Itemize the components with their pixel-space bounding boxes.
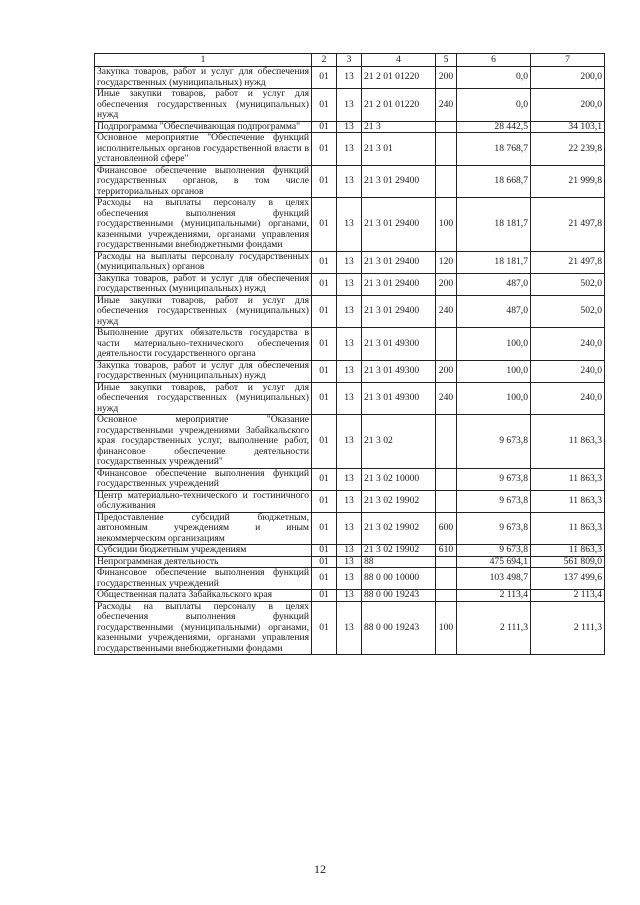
cell-subsection: 13: [337, 121, 362, 133]
cell-target-article: 21 3 01 49300: [362, 382, 436, 415]
row-name: Субсидии бюджетным учреждениям: [95, 545, 312, 557]
cell-subsection: 13: [337, 89, 362, 122]
cell-amount-col6: 9 673,8: [457, 490, 531, 512]
table-row: [95, 67, 605, 89]
cell-section: 01: [312, 165, 337, 198]
cell-subsection: 13: [337, 568, 362, 590]
cell-amount-col7: 502,0: [531, 273, 605, 295]
cell-target-article: 21 3 01 29400: [362, 165, 436, 198]
cell-target-article: 88 0 00 10000: [362, 568, 436, 590]
cell-target-article: 21 3 01 29400: [362, 273, 436, 295]
cell-section: 01: [312, 198, 337, 252]
cell-subsection: 13: [337, 382, 362, 415]
cell-section: 01: [312, 601, 337, 655]
table-row: [95, 382, 605, 415]
cell-amount-col6: 18 181,7: [457, 198, 531, 252]
cell-expense-type: [436, 468, 457, 490]
cell-amount-col6: 9 673,8: [457, 545, 531, 557]
cell-expense-type: [436, 165, 457, 198]
cell-section: 01: [312, 133, 337, 166]
cell-section: 01: [312, 295, 337, 328]
row-name: Основное мероприятие "Обеспечение функций исполнительных органов государственной власти в установленной сфере": [95, 133, 312, 166]
cell-amount-col6: 18 181,7: [457, 251, 531, 273]
col-header-7: 7: [531, 54, 605, 67]
table-row: [95, 89, 605, 122]
cell-section: 01: [312, 512, 337, 545]
cell-amount-col6: 487,0: [457, 273, 531, 295]
cell-section: 01: [312, 556, 337, 568]
cell-expense-type: 240: [436, 382, 457, 415]
cell-expense-type: [436, 121, 457, 133]
col-header-4: 4: [362, 54, 436, 67]
row-name: Финансовое обеспечение выполнения функций государственных органов, в том числе территориальных органов: [95, 165, 312, 198]
row-name: Иные закупки товаров, работ и услуг для обеспечения государственных (муниципальных) нужд: [95, 89, 312, 122]
cell-amount-col7: 502,0: [531, 295, 605, 328]
cell-expense-type: [436, 556, 457, 568]
row-name: Предоставление субсидий бюджетным, автономным учреждениям и иным некоммерческим организациям: [95, 512, 312, 545]
table-row: [95, 601, 605, 655]
cell-amount-col6: 9 673,8: [457, 468, 531, 490]
cell-target-article: 88: [362, 556, 436, 568]
table-header-row: [95, 54, 605, 67]
cell-amount-col6: 0,0: [457, 89, 531, 122]
cell-expense-type: 200: [436, 273, 457, 295]
cell-section: 01: [312, 568, 337, 590]
cell-amount-col7: 240,0: [531, 360, 605, 382]
cell-amount-col6: 2 111,3: [457, 601, 531, 655]
col-header-3: 3: [337, 54, 362, 67]
cell-subsection: 13: [337, 360, 362, 382]
cell-section: 01: [312, 468, 337, 490]
col-header-1: 1: [95, 54, 312, 67]
cell-section: 01: [312, 490, 337, 512]
cell-amount-col6: 100,0: [457, 360, 531, 382]
table-row: [95, 328, 605, 361]
cell-amount-col6: 2 113,4: [457, 590, 531, 602]
cell-expense-type: [436, 590, 457, 602]
cell-amount-col7: 240,0: [531, 382, 605, 415]
cell-expense-type: [436, 133, 457, 166]
cell-amount-col7: 22 239,8: [531, 133, 605, 166]
cell-subsection: 13: [337, 67, 362, 89]
row-name: Выполнение других обязательств государства в части материально-технического обеспечения деятельности государственного органа: [95, 328, 312, 361]
cell-subsection: 13: [337, 165, 362, 198]
cell-section: 01: [312, 67, 337, 89]
table-row: [95, 295, 605, 328]
cell-section: 01: [312, 545, 337, 557]
cell-subsection: 13: [337, 590, 362, 602]
table-row: [95, 490, 605, 512]
cell-target-article: 21 2 01 01220: [362, 67, 436, 89]
cell-expense-type: 200: [436, 360, 457, 382]
cell-amount-col6: 100,0: [457, 328, 531, 361]
row-name: Расходы на выплаты персоналу в целях обеспечения выполнения функций государственными (муниципальными) органами, казенными учреждениями, органами управления государственными внебюджетными фондами: [95, 601, 312, 655]
cell-target-article: 21 3 02 19902: [362, 545, 436, 557]
table-row: [95, 468, 605, 490]
row-name: Финансовое обеспечение выполнения функций государственных учреждений: [95, 568, 312, 590]
cell-section: 01: [312, 328, 337, 361]
cell-target-article: 21 3 02: [362, 415, 436, 469]
row-name: Центр материально-технического и гостиничного обслуживания: [95, 490, 312, 512]
cell-target-article: 21 3 01 29400: [362, 198, 436, 252]
cell-expense-type: 100: [436, 198, 457, 252]
row-name: Закупка товаров, работ и услуг для обеспечения государственных (муниципальных) нужд: [95, 273, 312, 295]
cell-expense-type: [436, 568, 457, 590]
table-row: [95, 556, 605, 568]
row-name: Закупка товаров, работ и услуг для обеспечения государственных (муниципальных) нужд: [95, 360, 312, 382]
row-name: Расходы на выплаты персоналу государственных (муниципальных) органов: [95, 251, 312, 273]
cell-subsection: 13: [337, 512, 362, 545]
cell-amount-col7: 11 863,3: [531, 415, 605, 469]
row-name: Закупка товаров, работ и услуг для обеспечения государственных (муниципальных) нужд: [95, 67, 312, 89]
cell-expense-type: 240: [436, 295, 457, 328]
cell-amount-col7: 11 863,3: [531, 545, 605, 557]
table-row: [95, 512, 605, 545]
cell-amount-col7: 11 863,3: [531, 468, 605, 490]
cell-target-article: 21 3 02 10000: [362, 468, 436, 490]
row-name: Подпрограмма "Обеспечивающая подпрограмма": [95, 121, 312, 133]
cell-expense-type: 600: [436, 512, 457, 545]
cell-subsection: 13: [337, 545, 362, 557]
cell-target-article: 21 3 01 29400: [362, 295, 436, 328]
cell-amount-col6: 18 768,7: [457, 133, 531, 166]
cell-section: 01: [312, 415, 337, 469]
cell-amount-col7: 2 113,4: [531, 590, 605, 602]
cell-amount-col6: 103 498,7: [457, 568, 531, 590]
table-body: [95, 67, 605, 655]
cell-subsection: 13: [337, 415, 362, 469]
cell-amount-col6: 487,0: [457, 295, 531, 328]
cell-subsection: 13: [337, 251, 362, 273]
cell-amount-col7: 34 103,1: [531, 121, 605, 133]
row-name: Расходы на выплаты персоналу в целях обеспечения выполнения функций государственными (муниципальными) органами, казенными учреждениями, органами управления государственными внебюджетными фондами: [95, 198, 312, 252]
row-name: Иные закупки товаров, работ и услуг для обеспечения государственных (муниципальных) нужд: [95, 382, 312, 415]
cell-expense-type: [436, 415, 457, 469]
col-header-6: 6: [457, 54, 531, 67]
cell-amount-col6: 0,0: [457, 67, 531, 89]
cell-amount-col6: 18 668,7: [457, 165, 531, 198]
col-header-2: 2: [312, 54, 337, 67]
budget-table: [94, 53, 605, 655]
cell-section: 01: [312, 89, 337, 122]
cell-target-article: 88 0 00 19243: [362, 590, 436, 602]
cell-subsection: 13: [337, 295, 362, 328]
cell-amount-col7: 21 999,8: [531, 165, 605, 198]
cell-amount-col6: 28 442,5: [457, 121, 531, 133]
table-row: [95, 251, 605, 273]
row-name: Иные закупки товаров, работ и услуг для обеспечения государственных (муниципальных) нужд: [95, 295, 312, 328]
cell-amount-col7: 561 809,0: [531, 556, 605, 568]
table-row: [95, 198, 605, 252]
cell-expense-type: 120: [436, 251, 457, 273]
cell-amount-col6: 100,0: [457, 382, 531, 415]
table-row: [95, 568, 605, 590]
table-row: [95, 121, 605, 133]
cell-target-article: 21 3 02 19902: [362, 512, 436, 545]
table-row: [95, 415, 605, 469]
cell-amount-col7: 200,0: [531, 67, 605, 89]
cell-amount-col7: 200,0: [531, 89, 605, 122]
table-row: [95, 545, 605, 557]
cell-target-article: 21 3 01 29400: [362, 251, 436, 273]
cell-target-article: 21 3 02 19902: [362, 490, 436, 512]
row-name: Непрограммная деятельность: [95, 556, 312, 568]
col-header-5: 5: [436, 54, 457, 67]
cell-expense-type: 200: [436, 67, 457, 89]
cell-target-article: 88 0 00 19243: [362, 601, 436, 655]
cell-subsection: 13: [337, 601, 362, 655]
page-number: 12: [314, 862, 326, 876]
cell-subsection: 13: [337, 556, 362, 568]
cell-target-article: 21 3 01: [362, 133, 436, 166]
cell-section: 01: [312, 382, 337, 415]
cell-section: 01: [312, 360, 337, 382]
table-row: [95, 273, 605, 295]
cell-amount-col7: 11 863,3: [531, 490, 605, 512]
cell-subsection: 13: [337, 198, 362, 252]
row-name: Финансовое обеспечение выполнения функций государственных учреждений: [95, 468, 312, 490]
cell-expense-type: 100: [436, 601, 457, 655]
cell-section: 01: [312, 121, 337, 133]
cell-expense-type: [436, 490, 457, 512]
cell-amount-col7: 21 497,8: [531, 198, 605, 252]
table-row: [95, 133, 605, 166]
cell-expense-type: 610: [436, 545, 457, 557]
cell-subsection: 13: [337, 273, 362, 295]
row-name: Общественная палата Забайкальского края: [95, 590, 312, 602]
cell-target-article: 21 3 01 49300: [362, 360, 436, 382]
cell-section: 01: [312, 251, 337, 273]
cell-amount-col7: 11 863,3: [531, 512, 605, 545]
cell-subsection: 13: [337, 133, 362, 166]
table-row: [95, 590, 605, 602]
cell-target-article: 21 3: [362, 121, 436, 133]
cell-expense-type: [436, 328, 457, 361]
cell-subsection: 13: [337, 468, 362, 490]
cell-amount-col6: 9 673,8: [457, 415, 531, 469]
cell-amount-col7: 21 497,8: [531, 251, 605, 273]
cell-subsection: 13: [337, 490, 362, 512]
cell-target-article: 21 2 01 01220: [362, 89, 436, 122]
cell-amount-col6: 9 673,8: [457, 512, 531, 545]
row-name: Основное мероприятие "Оказание государственными учреждениями Забайкальского края государственных услуг, выполнение работ, финансовое обеспечение деятельности государственных учреждений": [95, 415, 312, 469]
cell-section: 01: [312, 273, 337, 295]
table-row: [95, 165, 605, 198]
cell-amount-col7: 2 111,3: [531, 601, 605, 655]
cell-subsection: 13: [337, 328, 362, 361]
cell-amount-col7: 137 499,6: [531, 568, 605, 590]
cell-section: 01: [312, 590, 337, 602]
cell-target-article: 21 3 01 49300: [362, 328, 436, 361]
table-row: [95, 360, 605, 382]
cell-amount-col6: 475 694,1: [457, 556, 531, 568]
cell-expense-type: 240: [436, 89, 457, 122]
cell-amount-col7: 240,0: [531, 328, 605, 361]
